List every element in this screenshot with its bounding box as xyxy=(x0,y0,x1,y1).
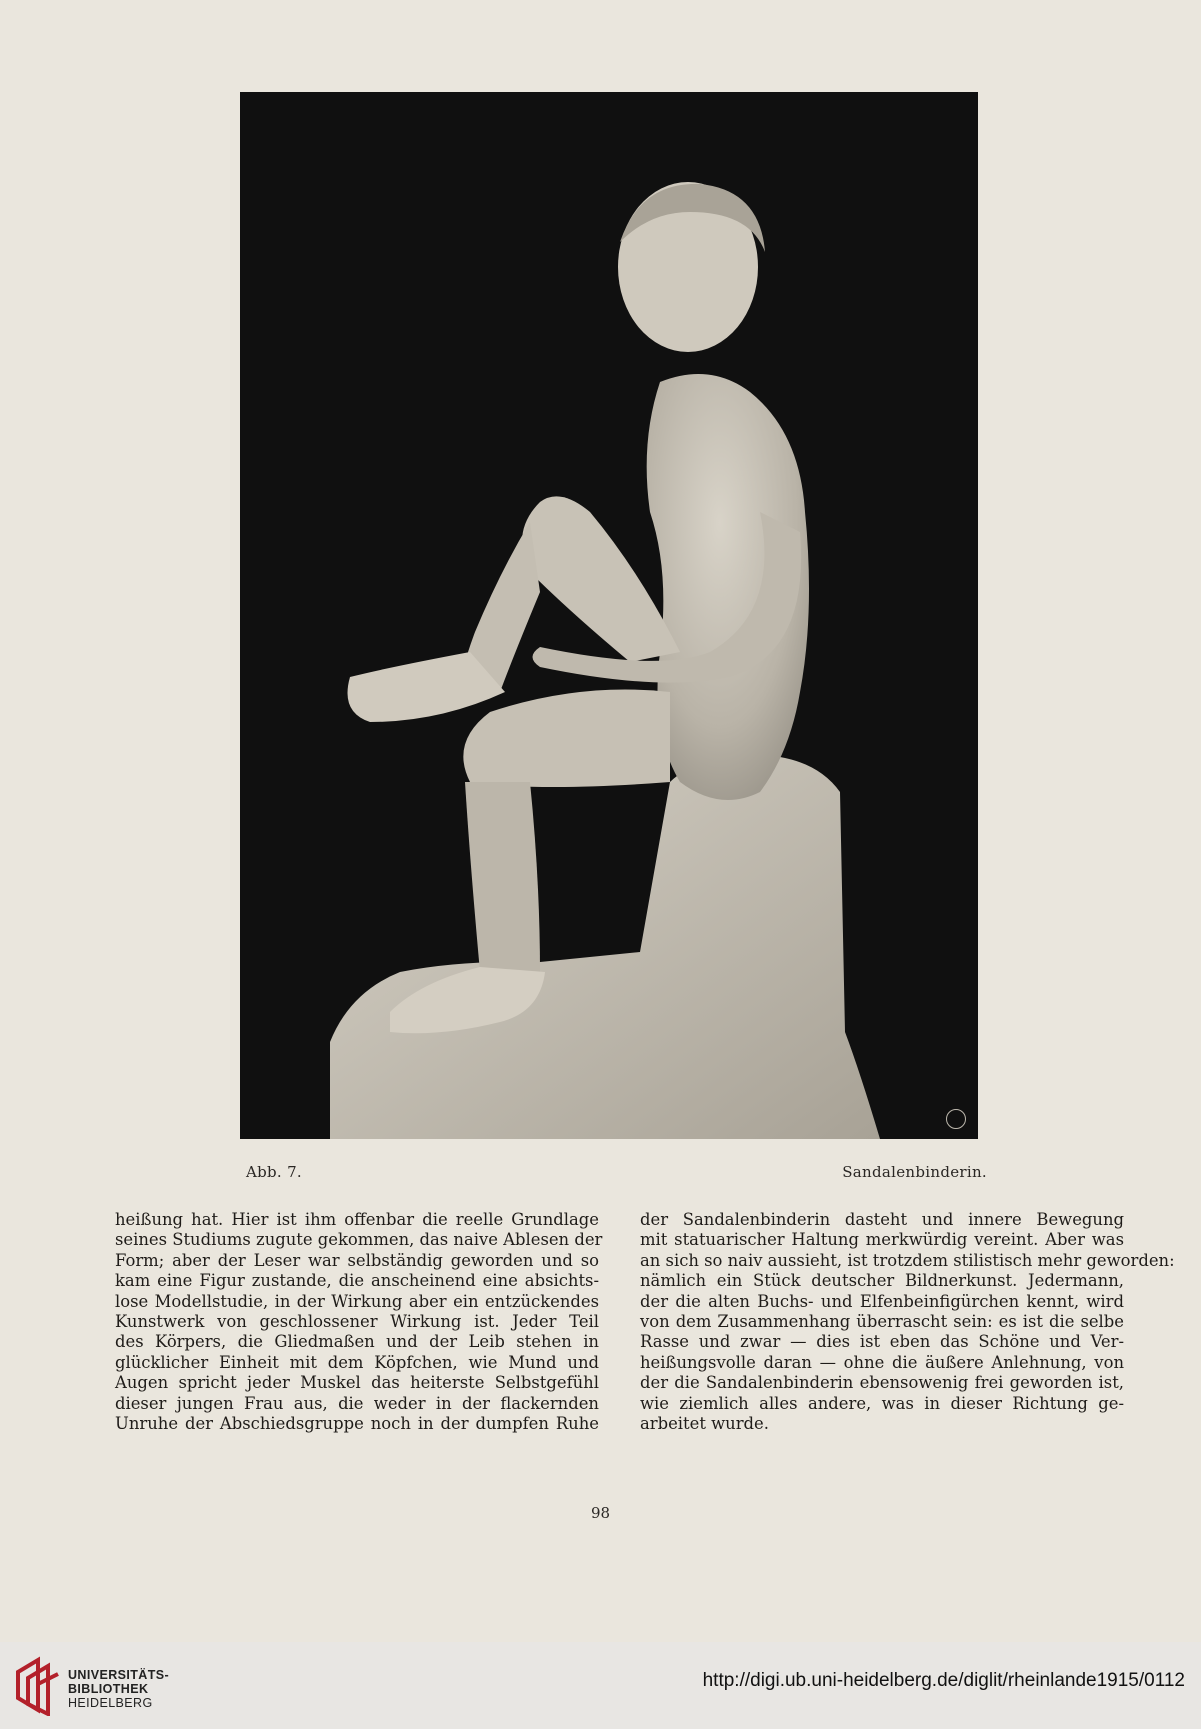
text-line: dieser jungen Frau aus, die weder in der flackernden xyxy=(115,1393,599,1413)
library-name-line: UNIVERSITÄTS- xyxy=(68,1668,170,1682)
text-column-right xyxy=(640,1210,1175,1434)
text-line: der Sandalenbinderin dasteht und innere Bewegung xyxy=(640,1210,1124,1229)
statue-illustration xyxy=(240,92,978,1139)
source-url-link[interactable]: http://digi.ub.uni-heidelberg.de/diglit/rheinlande1915/0112 xyxy=(702,1670,1185,1691)
text-line: an sich so naiv aussieht, ist trotzdem stilistisch mehr geworden: xyxy=(640,1250,1175,1270)
text-line: arbeitet wurde. xyxy=(640,1414,769,1434)
text-line: nämlich ein Stück deutscher Bildnerkunst. Jedermann, xyxy=(640,1271,1124,1291)
text-line: seines Studiums zugute gekommen, das naive Ablesen der xyxy=(115,1230,603,1250)
text-line: der die Sandalenbinderin ebensowenig frei geworden ist, xyxy=(640,1373,1124,1393)
text-line: lose Modellstudie, in der Wirkung aber ein entzückendes xyxy=(115,1291,599,1311)
text-line: Rasse und zwar — dies ist eben das Schöne und Ver- xyxy=(640,1332,1124,1352)
text-line: Form; aber der Leser war selbständig geworden und so xyxy=(115,1250,599,1270)
text-line: Augen spricht jeder Muskel das heiterste Selbstgefühl xyxy=(115,1373,599,1393)
text-line: von dem Zusammenhang überrascht sein: es ist die selbe xyxy=(640,1312,1124,1332)
monogram-icon xyxy=(946,1109,966,1129)
figure-caption-number: Abb. 7. xyxy=(246,1163,302,1181)
library-name-line: BIBLIOTHEK xyxy=(68,1682,149,1696)
page-number: 98 xyxy=(590,1504,611,1522)
text-line: der die alten Buchs- und Elfenbeinfigürchen kennt, wird xyxy=(640,1291,1124,1311)
text-line: wie ziemlich alles andere, was in dieser Richtung ge- xyxy=(640,1393,1124,1413)
library-footer xyxy=(0,1642,1201,1729)
library-logo-icon xyxy=(14,1654,62,1716)
text-line: des Körpers, die Gliedmaßen und der Leib stehen in xyxy=(115,1332,599,1352)
library-name-line: HEIDELBERG xyxy=(68,1696,153,1710)
text-line: kam eine Figur zustande, die anscheinend eine absichts- xyxy=(115,1271,599,1291)
library-name xyxy=(68,1668,169,1710)
text-line: heißungsvolle daran — ohne die äußere Anlehnung, von xyxy=(640,1352,1124,1372)
figure-caption-title: Sandalenbinderin. xyxy=(842,1163,987,1181)
text-line: Kunstwerk von geschlossener Wirkung ist. Jeder Teil xyxy=(115,1312,599,1332)
text-line: mit statuarischer Haltung merkwürdig vereint. Aber was xyxy=(640,1230,1124,1250)
statue-photograph xyxy=(240,92,978,1139)
text-line: glücklicher Einheit mit dem Köpfchen, wie Mund und xyxy=(115,1352,599,1372)
text-line: Unruhe der Abschiedsgruppe noch in der dumpfen Ruhe xyxy=(115,1414,599,1434)
text-line: heißung hat. Hier ist ihm offenbar die reelle Grundlage xyxy=(115,1210,599,1229)
text-column-left xyxy=(115,1210,603,1434)
